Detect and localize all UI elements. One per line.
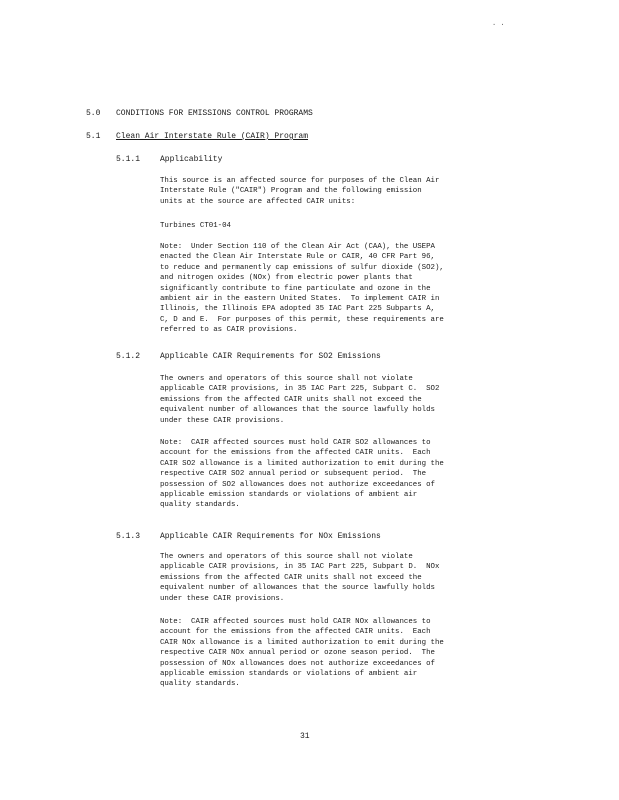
turbines-list: Turbines CT01-04	[160, 222, 231, 230]
corner-mark: . .	[492, 20, 505, 28]
so2-note-paragraph: Note: CAIR affected sources must hold CAIR SO2 allowances to account for the emissions from the affected CAIR units. Each CAIR SO2 allowance is a limited authorization to emit during the respective CAIR SO2 annual period or subsequent period. The possession of SO2 allowances does not authorize exceedances of applicable emission standards or violations of ambient air quality standards.	[160, 439, 444, 510]
nox-note-paragraph: Note: CAIR affected sources must hold CAIR NOx allowances to account for the emissions from the affected CAIR units. Each CAIR NOx allowance is a limited authorization to emit during the respective CAIR NOx annual period or ozone season period. The possession of NOx allowances does not authorize exceedances of applicable emission standards or violations of ambient air quality standards.	[160, 618, 444, 689]
page-number: 31	[300, 732, 310, 741]
item-title-applicability: Applicability	[160, 155, 223, 164]
item-number-5-1-3: 5.1.3	[116, 532, 141, 541]
item-title-nox: Applicable CAIR Requirements for NOx Emissions	[160, 532, 381, 541]
item-number-5-1-2: 5.1.2	[116, 352, 141, 361]
so2-requirements-paragraph: The owners and operators of this source shall not violate applicable CAIR provisions, in 35 IAC Part 225, Subpart C. SO2 emissions from the affected CAIR units shall not exceed the equivalent number of allowances that the source lawfully holds under these CAIR provisions.	[160, 375, 440, 425]
item-number-5-1-1: 5.1.1	[116, 155, 141, 164]
section-number: 5.0	[86, 109, 101, 118]
item-title-so2: Applicable CAIR Requirements for SO2 Emissions	[160, 352, 381, 361]
section-title: CONDITIONS FOR EMISSIONS CONTROL PROGRAMS	[116, 109, 313, 118]
subsection-number: 5.1	[86, 132, 101, 141]
nox-requirements-paragraph: The owners and operators of this source shall not violate applicable CAIR provisions, in 35 IAC Part 225, Subpart D. NOx emissions from the affected CAIR units shall not exceed the equivalent number of allowances that the source lawfully holds under these CAIR provisions.	[160, 553, 440, 603]
cair-note-paragraph: Note: Under Section 110 of the Clean Air Act (CAA), the USEPA enacted the Clean Air Interstate Rule or CAIR, 40 CFR Part 96, to reduce and permanently cap emissions of sulfur dioxide (SO2), and nitrogen oxides (NOx) from electric power plants that significantly contribute to fine particulate and ozone in the ambient air in the eastern United States. To implement CAIR in Illinois, the Illinois EPA adopted 35 IAC Part 225 Subparts A, C, D and E. For purposes of this permit, these requirements are referred to as CAIR provisions.	[160, 243, 444, 335]
applicability-paragraph: This source is an affected source for purposes of the Clean Air Interstate Rule ("CAIR") Program and the following emission units at the source are affected CAIR units:	[160, 177, 440, 206]
subsection-title: Clean Air Interstate Rule (CAIR) Program	[116, 132, 309, 141]
